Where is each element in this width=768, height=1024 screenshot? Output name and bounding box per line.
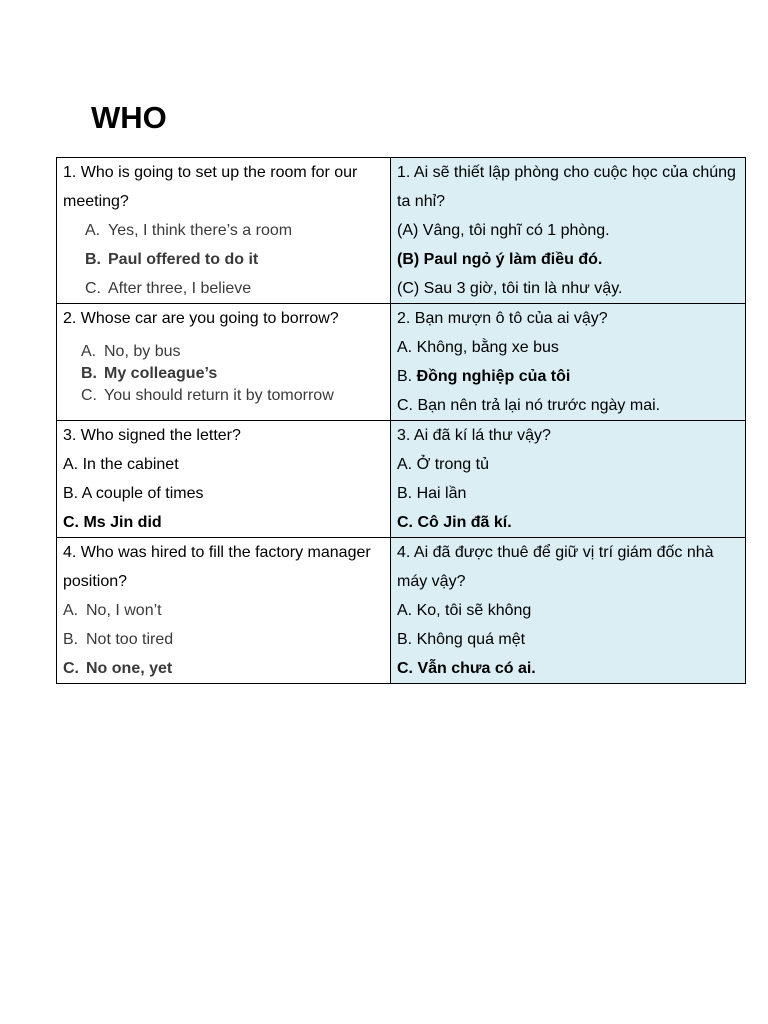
correct-answer-option: B. My colleague’s [81, 365, 218, 382]
question-text: 1. Ai sẽ thiết lập phòng cho cuộc học của chúng ta nhỉ? [397, 164, 736, 210]
answer-option: B. Not too tired [63, 631, 174, 648]
question-text: 3. Who signed the letter? [63, 427, 241, 444]
question-text: 2. Whose car are you going to borrow? [63, 310, 339, 327]
english-cell [57, 538, 391, 684]
vietnamese-cell [391, 421, 746, 538]
table-row [57, 304, 746, 421]
answer-option: A. Không, bằng xe bus [397, 339, 559, 356]
correct-answer-option: B. Đồng nghiệp của tôi [397, 368, 571, 385]
answer-option: B. Hai lần [397, 485, 467, 502]
correct-answer-option: C. Cô Jin đã kí. [397, 514, 512, 531]
question-text: 2. Bạn mượn ô tô của ai vậy? [397, 310, 608, 327]
table-row [57, 158, 746, 304]
answer-option: B. A couple of times [63, 485, 204, 502]
answer-option: C. After three, I believe [85, 280, 252, 297]
answer-option: A. No, by bus [81, 343, 181, 360]
correct-answer-option: C. Vẫn chưa có ai. [397, 660, 536, 677]
table-row [57, 538, 746, 684]
qa-table [56, 157, 746, 684]
correct-answer-option: (B) Paul ngỏ ý làm điều đó. [397, 251, 603, 268]
correct-answer-option: B. Paul offered to do it [85, 251, 259, 268]
vietnamese-cell [391, 304, 746, 421]
english-cell [57, 158, 391, 304]
answer-option: A. Ở trong tủ [397, 456, 489, 473]
question-text: 4. Ai đã được thuê để giữ vị trí giám đốc nhà máy vậy? [397, 544, 714, 590]
answer-option: B. Không quá mệt [397, 631, 526, 648]
answer-option: (C) Sau 3 giờ, tôi tin là như vậy. [397, 280, 623, 297]
english-cell [57, 421, 391, 538]
question-text: 3. Ai đã kí lá thư vậy? [397, 427, 551, 444]
answer-option: A. Yes, I think there’s a room [85, 222, 293, 239]
answer-option: (A) Vâng, tôi nghĩ có 1 phòng. [397, 222, 610, 239]
correct-answer-option: C. Ms Jin did [63, 514, 162, 531]
vietnamese-cell [391, 538, 746, 684]
correct-answer-option: C. No one, yet [63, 660, 173, 677]
answer-option: A. Ko, tôi sẽ không [397, 602, 532, 619]
page-title: WHO [91, 100, 167, 135]
english-cell [57, 304, 391, 421]
answer-option: C. Bạn nên trả lại nó trước ngày mai. [397, 397, 661, 414]
question-text: 1. Who is going to set up the room for our meeting? [63, 164, 358, 210]
question-text: 4. Who was hired to fill the factory manager position? [63, 544, 371, 590]
answer-option: A. In the cabinet [63, 456, 179, 473]
table-row [57, 421, 746, 538]
answer-option: C. You should return it by tomorrow [81, 387, 334, 404]
answer-option: A. No, I won’t [63, 602, 162, 619]
vietnamese-cell [391, 158, 746, 304]
